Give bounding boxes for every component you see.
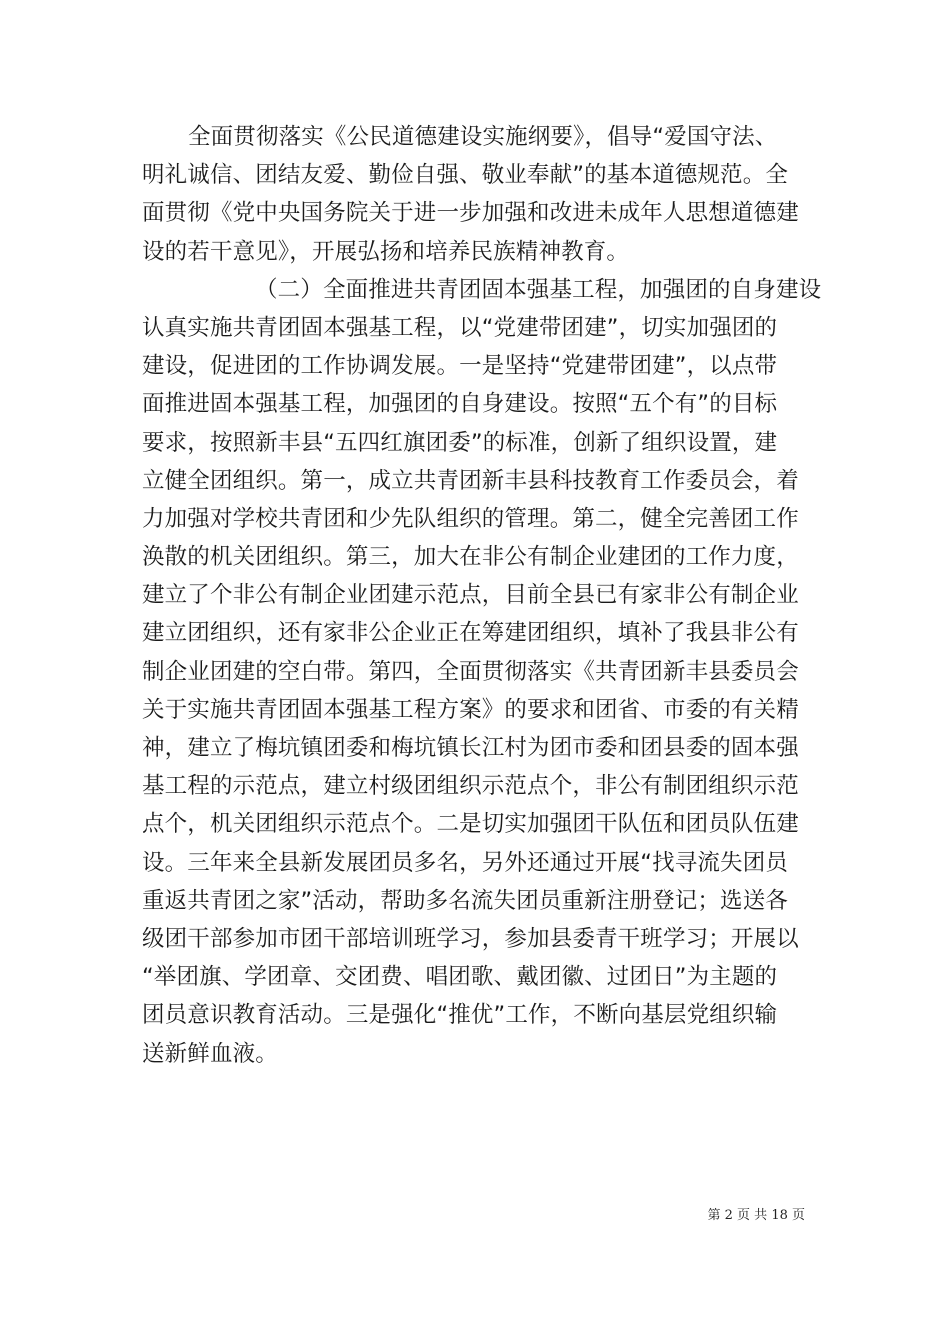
text-line: 点个，机关团组织示范点个。二是切实加强团干队伍和团员队伍建 — [142, 811, 799, 838]
text-line: 团员意识教育活动。三是强化“推优”工作，不断向基层党组织输 — [142, 1002, 778, 1029]
text-line: 重返共青团之家”活动，帮助多名流失团员重新注册登记；选送各 — [142, 887, 789, 914]
text-line: 立健全团组织。第一，成立共青团新丰县科技教育工作委员会，着 — [142, 467, 799, 494]
body-text — [142, 118, 822, 1073]
section-heading: （二）全面推进共青团固本强基工程，加强团的自身建设 — [255, 276, 822, 303]
text-line: 面推进固本强基工程，加强团的自身建设。按照“五个有”的目标 — [142, 391, 778, 418]
text-line: 关于实施共青团固本强基工程方案》的要求和团省、市委的有关精 — [142, 696, 799, 723]
text-line: 全面贯彻落实《公民道德建设实施纲要》，倡导“爱国守法、 — [188, 124, 778, 150]
text-line: 面贯彻《党中央国务院关于进一步加强和改进未成年人思想道德建 — [142, 200, 799, 227]
text-line: 力加强对学校共青团和少先队组织的管理。第二，健全完善团工作 — [142, 505, 799, 532]
text-line: 涣散的机关团组织。第三，加大在非公有制企业建团的工作力度， — [142, 544, 799, 571]
text-line: 建立团组织，还有家非公企业正在筹建团组织，填补了我县非公有 — [142, 620, 799, 647]
text-line: 神，建立了梅坑镇团委和梅坑镇长江村为团市委和团县委的固本强 — [142, 735, 799, 761]
text-line: 级团干部参加市团干部培训班学习，参加县委青干班学习；开展以 — [142, 925, 799, 952]
text-line: 明礼诚信、团结友爱、勤俭自强、敬业奉献”的基本道德规范。全 — [142, 162, 789, 189]
text-line: 认真实施共青团固本强基工程，以“党建带团建”，切实加强团的 — [142, 314, 778, 341]
text-line: 建设，促进团的工作协调发展。一是坚持“党建带团建”，以点带 — [142, 353, 778, 380]
text-line: 基工程的示范点，建立村级团组织示范点个，非公有制团组织示范 — [142, 773, 799, 800]
text-line: 设的若干意见》，开展弘扬和培养民族精神教育。 — [142, 238, 630, 265]
text-line: 制企业团建的空白带。第四，全面贯彻落实《共青团新丰县委员会 — [142, 658, 799, 685]
text-line: 送新鲜血液。 — [142, 1040, 278, 1067]
page-number: 第 2 页 共 18 页 — [707, 1208, 805, 1223]
text-line: “举团旗、学团章、交团费、唱团歌、戴团徽、过团日”为主题的 — [142, 964, 778, 991]
text-line: 要求，按照新丰县“五四红旗团委”的标准，创新了组织设置，建 — [142, 429, 778, 456]
text-line: 建立了个非公有制企业团建示范点，目前全县已有家非公有制企业 — [142, 582, 799, 609]
text-line: 设。三年来全县新发展团员多名，另外还通过开展“找寻流失团员 — [142, 849, 789, 876]
